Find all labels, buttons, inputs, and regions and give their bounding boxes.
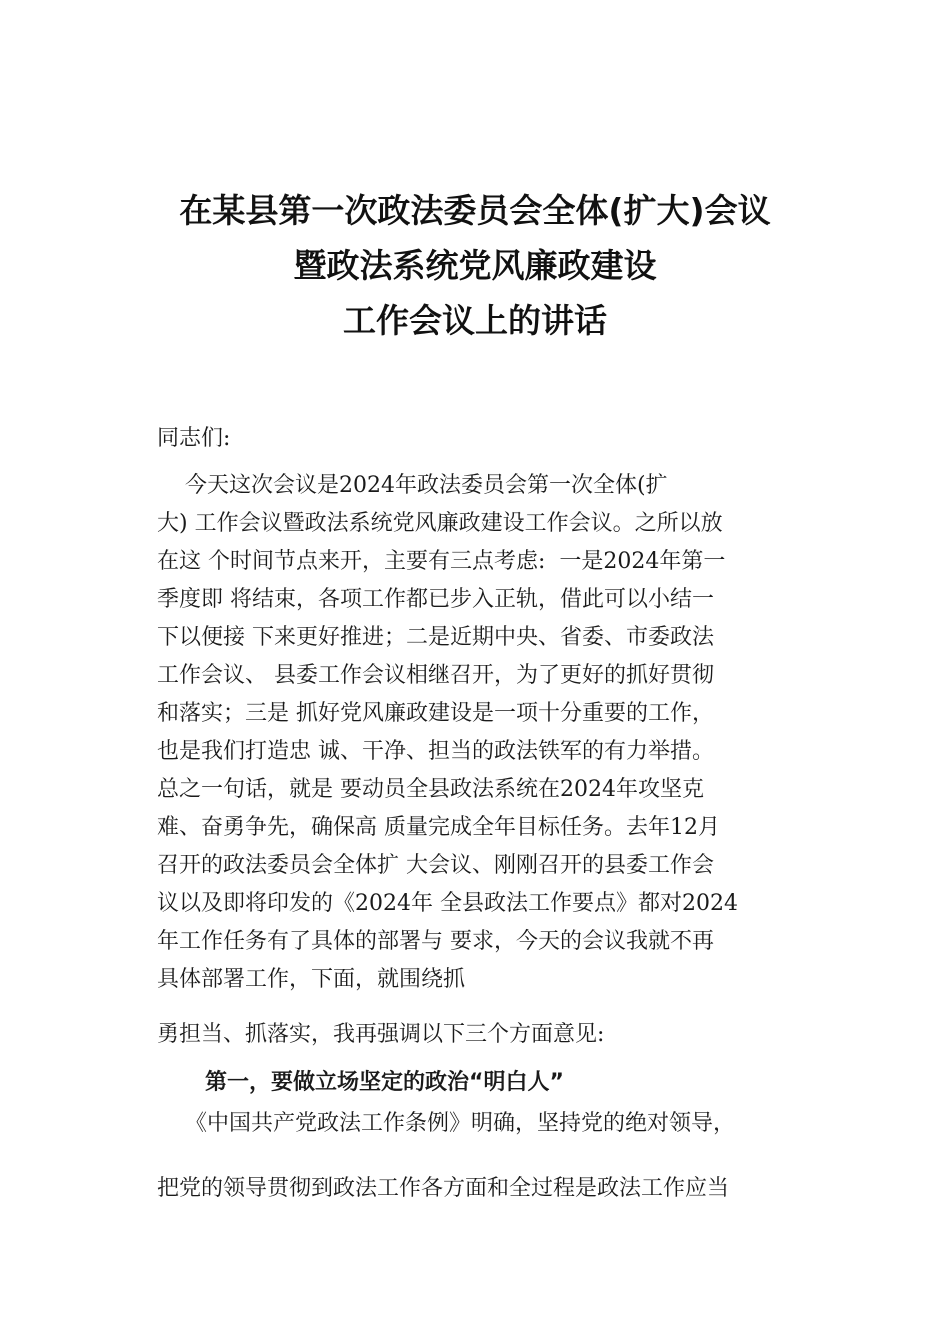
paragraph-line: 总之一句话，就是 要动员全县政法系统在2024年攻坚克 bbox=[157, 777, 704, 802]
paragraph-line: 和落实；三是 抓好党风廉政建设是一项十分重要的工作， bbox=[157, 701, 714, 726]
paragraph-line: 也是我们打造忠 诚、干净、担当的政法铁军的有力举措。 bbox=[157, 739, 714, 764]
paragraph-line: 把党的领导贯彻到政法工作各方面和全过程是政法工作应当 bbox=[157, 1176, 730, 1201]
paragraph-line: 季度即 将结束，各项工作都已步入正轨，借此可以小结一 bbox=[157, 587, 714, 612]
document-body bbox=[157, 0, 827, 1201]
paragraph-line: 《中国共产党政法工作条例》明确，坚持党的绝对领导， bbox=[157, 1111, 735, 1136]
salutation: 同志们: bbox=[157, 426, 231, 451]
title-line-3: 工作会议上的讲话 bbox=[343, 301, 607, 340]
paragraph-line: 议以及即将印发的《2024年 全县政法工作要点》都对2024 bbox=[157, 891, 738, 916]
paragraph-line: 具体部署工作，下面，就围绕抓 bbox=[157, 967, 466, 992]
paragraph-line: 难、奋勇争先，确保高 质量完成全年目标任务。去年12月 bbox=[157, 815, 720, 840]
paragraph-line: 勇担当、抓落实，我再强调以下三个方面意见: bbox=[157, 1022, 605, 1047]
paragraph-line: 召开的政法委员会全体扩 大会议、刚刚召开的县委工作会 bbox=[157, 853, 714, 878]
paragraph-line: 今天这次会议是2024年政法委员会第一次全体(扩 bbox=[157, 473, 668, 498]
paragraph-line: 工作会议、 县委工作会议相继召开，为了更好的抓好贯彻 bbox=[157, 663, 714, 688]
section-heading: 第一，要做立场坚定的政治“明白人” bbox=[205, 1070, 564, 1095]
paragraph-line: 在这 个时间节点来开，主要有三点考虑: 一是2024年第一 bbox=[157, 549, 726, 574]
paragraph-line: 年工作任务有了具体的部署与 要求，今天的会议我就不再 bbox=[157, 929, 714, 954]
paragraph-line: 下以便接 下来更好推进；二是近期中央、省委、市委政法 bbox=[157, 625, 714, 650]
title-line-1: 在某县第一次政法委员会全体(扩大)会议 bbox=[179, 191, 771, 230]
title-line-2: 暨政法系统党风廉政建设 bbox=[293, 246, 657, 285]
paragraph-line: 大) 工作会议暨政法系统党风廉政建设工作会议。之所以放 bbox=[157, 511, 723, 536]
